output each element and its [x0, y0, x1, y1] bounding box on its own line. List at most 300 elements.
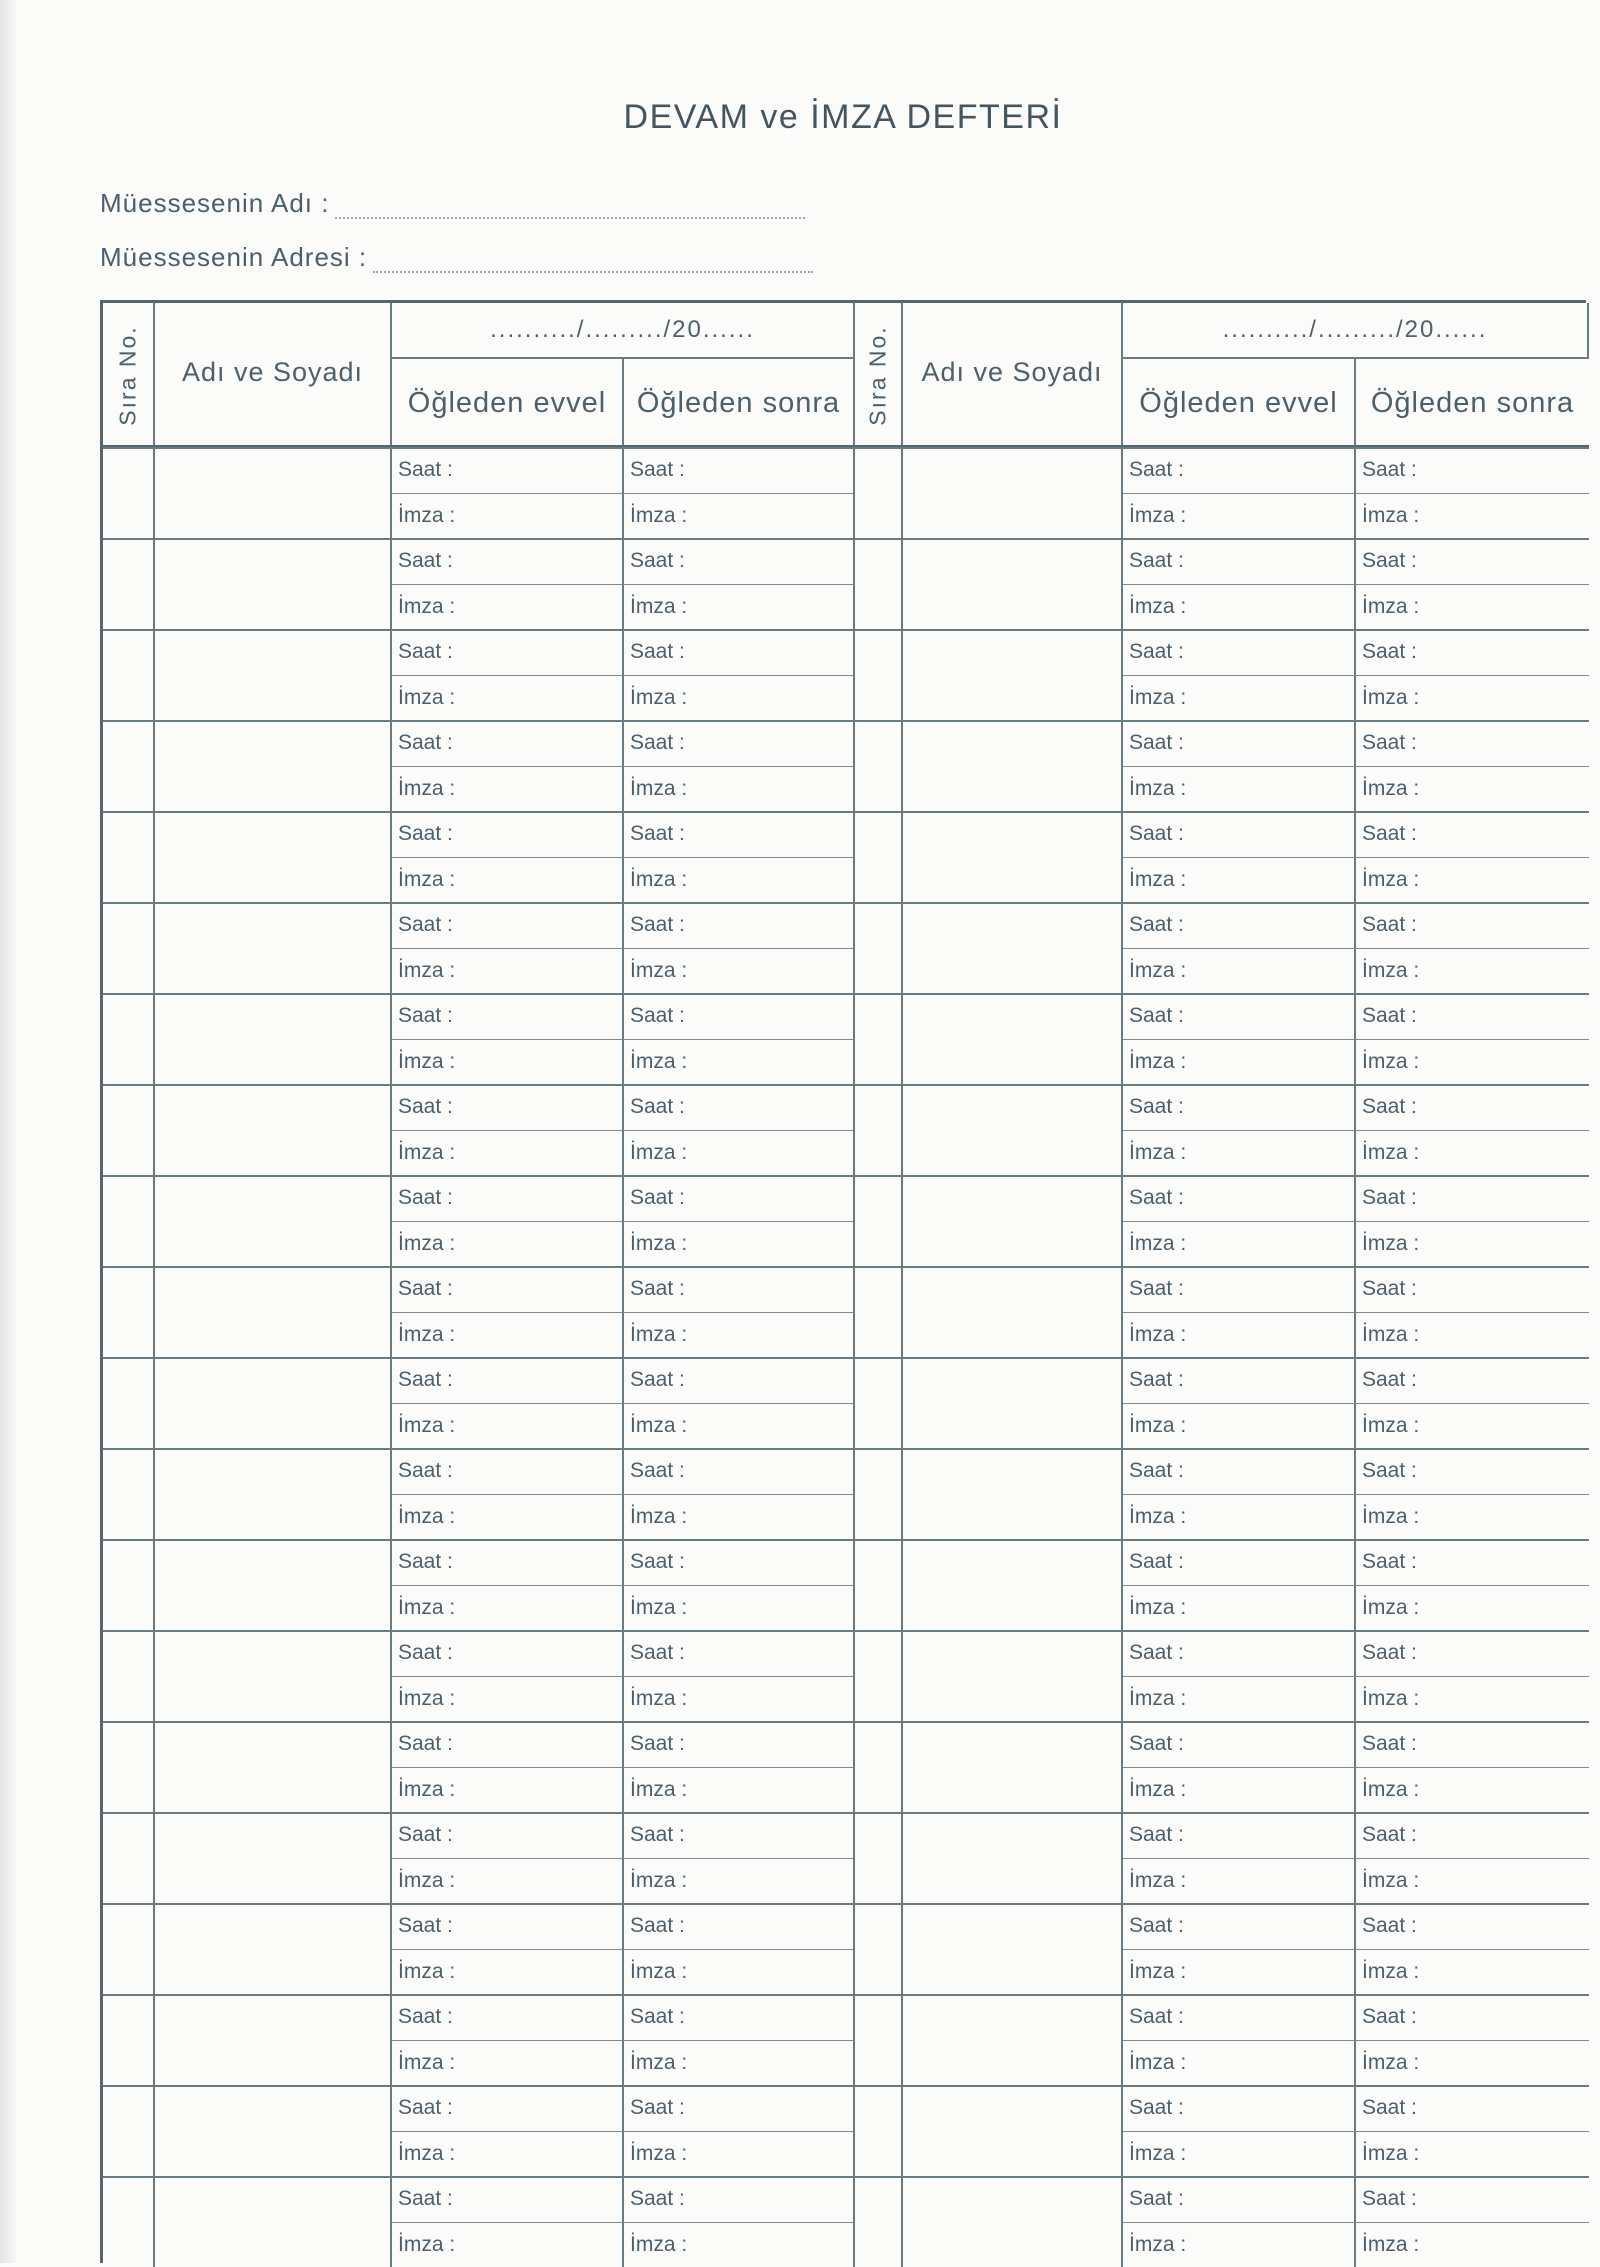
serial-no-cell-right[interactable] [855, 1539, 903, 1630]
signature-cell-morning-right[interactable] [1123, 1130, 1356, 1176]
time-cell-afternoon-right[interactable] [1356, 1357, 1589, 1403]
signature-cell-afternoon-right[interactable] [1356, 1767, 1589, 1813]
signature-cell-afternoon-left[interactable] [624, 1221, 855, 1267]
serial-no-header-right [855, 303, 903, 447]
name-cell-left[interactable] [155, 1721, 392, 1812]
signature-cell-afternoon-left[interactable] [624, 1312, 855, 1358]
time-cell-morning-right[interactable] [1123, 902, 1356, 948]
signature-cell-morning-right[interactable] [1123, 1039, 1356, 1085]
signature-cell-afternoon-right[interactable] [1356, 1039, 1589, 1085]
signature-label: İmza : [630, 959, 687, 983]
time-label: Saat : [1362, 458, 1417, 482]
serial-no-cell-left[interactable] [103, 1266, 155, 1357]
signature-cell-morning-right[interactable] [1123, 1949, 1356, 1995]
time-label: Saat : [630, 1277, 685, 1301]
time-cell-morning-left[interactable] [392, 902, 624, 948]
signature-cell-afternoon-left[interactable] [624, 1403, 855, 1449]
page-title: DEVAM ve İMZA DEFTERİ [0, 98, 1600, 137]
signature-cell-morning-left[interactable] [392, 948, 624, 994]
time-cell-afternoon-left[interactable] [624, 1812, 855, 1858]
time-label: Saat : [1362, 549, 1417, 573]
time-cell-morning-left[interactable] [392, 993, 624, 1039]
time-cell-afternoon-left[interactable] [624, 1266, 855, 1312]
signature-label: İmza : [630, 1596, 687, 1620]
time-label: Saat : [1362, 1732, 1417, 1756]
signature-cell-morning-left[interactable] [392, 857, 624, 903]
time-cell-afternoon-right[interactable] [1356, 902, 1589, 948]
signature-cell-morning-left[interactable] [392, 493, 624, 539]
time-cell-afternoon-right[interactable] [1356, 993, 1589, 1039]
time-cell-morning-left[interactable] [392, 1357, 624, 1403]
signature-cell-afternoon-left[interactable] [624, 2222, 855, 2267]
signature-label: İmza : [398, 1141, 455, 1165]
page-edge [0, 0, 16, 2263]
name-cell-right[interactable] [903, 1994, 1123, 2085]
signature-label: İmza : [398, 2142, 455, 2166]
signature-label: İmza : [1362, 1869, 1419, 1893]
serial-no-cell-right[interactable] [855, 629, 903, 720]
time-cell-afternoon-right[interactable] [1356, 2176, 1589, 2222]
signature-cell-morning-right[interactable] [1123, 1312, 1356, 1358]
time-cell-morning-right[interactable] [1123, 1630, 1356, 1676]
time-cell-morning-left[interactable] [392, 538, 624, 584]
time-cell-afternoon-right[interactable] [1356, 2085, 1589, 2131]
signature-cell-morning-right[interactable] [1123, 2131, 1356, 2177]
time-cell-morning-left[interactable] [392, 1448, 624, 1494]
name-cell-left[interactable] [155, 993, 392, 1084]
time-label: Saat : [1129, 1186, 1184, 1210]
signature-cell-morning-left[interactable] [392, 1949, 624, 1995]
time-cell-afternoon-left[interactable] [624, 1721, 855, 1767]
serial-no-cell-left[interactable] [103, 993, 155, 1084]
serial-no-cell-right[interactable] [855, 902, 903, 993]
time-cell-afternoon-left[interactable] [624, 1903, 855, 1949]
time-cell-morning-left[interactable] [392, 1721, 624, 1767]
serial-no-cell-left[interactable] [103, 538, 155, 629]
signature-cell-morning-left[interactable] [392, 1585, 624, 1631]
time-cell-morning-right[interactable] [1123, 811, 1356, 857]
time-cell-afternoon-left[interactable] [624, 1357, 855, 1403]
time-cell-morning-right[interactable] [1123, 629, 1356, 675]
time-cell-afternoon-left[interactable] [624, 1084, 855, 1130]
time-cell-morning-right[interactable] [1123, 1812, 1356, 1858]
signature-cell-morning-left[interactable] [392, 1403, 624, 1449]
serial-no-cell-right[interactable] [855, 811, 903, 902]
signature-cell-morning-left[interactable] [392, 2222, 624, 2267]
time-cell-afternoon-right[interactable] [1356, 1903, 1589, 1949]
afternoon-label: Öğleden sonra [637, 387, 840, 420]
time-label: Saat : [398, 1914, 453, 1938]
signature-label: İmza : [1129, 868, 1186, 892]
time-cell-morning-right[interactable] [1123, 1994, 1356, 2040]
time-label: Saat : [1362, 1095, 1417, 1119]
time-cell-morning-right[interactable] [1123, 2176, 1356, 2222]
time-label: Saat : [630, 1914, 685, 1938]
signature-label: İmza : [1362, 2051, 1419, 2075]
name-cell-left[interactable] [155, 1448, 392, 1539]
signature-cell-morning-left[interactable] [392, 1039, 624, 1085]
time-cell-afternoon-right[interactable] [1356, 1448, 1589, 1494]
signature-label: İmza : [1362, 1596, 1419, 1620]
time-cell-morning-left[interactable] [392, 1994, 624, 2040]
time-label: Saat : [1362, 1641, 1417, 1665]
time-cell-morning-left[interactable] [392, 1812, 624, 1858]
time-cell-morning-left[interactable] [392, 1084, 624, 1130]
name-header-right [903, 303, 1123, 447]
table-row [103, 1630, 1589, 1721]
time-label: Saat : [630, 2096, 685, 2120]
signature-cell-morning-right[interactable] [1123, 493, 1356, 539]
name-cell-right[interactable] [903, 1448, 1123, 1539]
signature-cell-afternoon-left[interactable] [624, 2131, 855, 2177]
time-cell-morning-left[interactable] [392, 2085, 624, 2131]
time-label: Saat : [398, 1186, 453, 1210]
serial-no-cell-right[interactable] [855, 2176, 903, 2267]
signature-cell-afternoon-right[interactable] [1356, 857, 1589, 903]
name-cell-left[interactable] [155, 629, 392, 720]
signature-cell-afternoon-right[interactable] [1356, 584, 1589, 630]
signature-label: İmza : [1362, 2233, 1419, 2257]
time-label: Saat : [1129, 458, 1184, 482]
name-cell-right[interactable] [903, 538, 1123, 629]
time-cell-afternoon-right[interactable] [1356, 1084, 1589, 1130]
name-cell-right[interactable] [903, 1630, 1123, 1721]
serial-no-cell-right[interactable] [855, 1812, 903, 1903]
serial-no-cell-right[interactable] [855, 1175, 903, 1266]
time-cell-morning-right[interactable] [1123, 2085, 1356, 2131]
signature-cell-afternoon-left[interactable] [624, 1949, 855, 1995]
signature-cell-afternoon-left[interactable] [624, 1130, 855, 1176]
name-cell-right[interactable] [903, 1357, 1123, 1448]
time-cell-morning-right[interactable] [1123, 993, 1356, 1039]
signature-cell-afternoon-left[interactable] [624, 2040, 855, 2086]
signature-cell-afternoon-left[interactable] [624, 1858, 855, 1904]
name-cell-left[interactable] [155, 1994, 392, 2085]
signature-cell-afternoon-left[interactable] [624, 1039, 855, 1085]
time-cell-morning-right[interactable] [1123, 1721, 1356, 1767]
time-cell-morning-right[interactable] [1123, 1448, 1356, 1494]
table-row [103, 1175, 1589, 1266]
signature-label: İmza : [1129, 1687, 1186, 1711]
name-cell-left[interactable] [155, 1903, 392, 1994]
name-cell-right[interactable] [903, 993, 1123, 1084]
name-cell-right[interactable] [903, 1903, 1123, 1994]
name-cell-left[interactable] [155, 538, 392, 629]
time-label: Saat : [1129, 640, 1184, 664]
time-label: Saat : [398, 458, 453, 482]
name-cell-left[interactable] [155, 1812, 392, 1903]
signature-label: İmza : [630, 777, 687, 801]
serial-no-cell-left[interactable] [103, 2176, 155, 2267]
time-label: Saat : [630, 458, 685, 482]
name-cell-left[interactable] [155, 1266, 392, 1357]
time-cell-afternoon-right[interactable] [1356, 1175, 1589, 1221]
name-cell-left[interactable] [155, 1630, 392, 1721]
signature-cell-morning-right[interactable] [1123, 675, 1356, 721]
signature-cell-morning-right[interactable] [1123, 1858, 1356, 1904]
signature-cell-afternoon-right[interactable] [1356, 675, 1589, 721]
signature-cell-afternoon-right[interactable] [1356, 1403, 1589, 1449]
serial-no-cell-left[interactable] [103, 902, 155, 993]
signature-cell-afternoon-right[interactable] [1356, 1858, 1589, 1904]
time-cell-afternoon-left[interactable] [624, 1539, 855, 1585]
time-cell-afternoon-right[interactable] [1356, 1539, 1589, 1585]
time-label: Saat : [398, 1368, 453, 1392]
name-cell-right[interactable] [903, 1266, 1123, 1357]
date-header-right [1123, 303, 1589, 359]
time-cell-morning-left[interactable] [392, 629, 624, 675]
time-label: Saat : [398, 2187, 453, 2211]
name-cell-right[interactable] [903, 1539, 1123, 1630]
serial-no-cell-left[interactable] [103, 1084, 155, 1175]
name-cell-left[interactable] [155, 1084, 392, 1175]
time-cell-afternoon-right[interactable] [1356, 811, 1589, 857]
signature-cell-morning-right[interactable] [1123, 1403, 1356, 1449]
signature-cell-morning-left[interactable] [392, 1130, 624, 1176]
signature-cell-morning-left[interactable] [392, 1312, 624, 1358]
signature-cell-afternoon-left[interactable] [624, 493, 855, 539]
signature-cell-morning-right[interactable] [1123, 766, 1356, 812]
time-cell-afternoon-left[interactable] [624, 2176, 855, 2222]
name-cell-right[interactable] [903, 902, 1123, 993]
serial-no-cell-left[interactable] [103, 1630, 155, 1721]
time-cell-afternoon-left[interactable] [624, 538, 855, 584]
signature-cell-afternoon-right[interactable] [1356, 2222, 1589, 2267]
signature-cell-afternoon-right[interactable] [1356, 1130, 1589, 1176]
time-label: Saat : [630, 731, 685, 755]
signature-cell-morning-right[interactable] [1123, 2222, 1356, 2267]
signature-cell-afternoon-left[interactable] [624, 675, 855, 721]
name-cell-left[interactable] [155, 1539, 392, 1630]
signature-cell-afternoon-left[interactable] [624, 584, 855, 630]
serial-no-cell-right[interactable] [855, 993, 903, 1084]
signature-cell-morning-right[interactable] [1123, 1767, 1356, 1813]
signature-label: İmza : [1129, 1505, 1186, 1529]
time-cell-afternoon-right[interactable] [1356, 720, 1589, 766]
time-cell-afternoon-left[interactable] [624, 629, 855, 675]
signature-cell-afternoon-right[interactable] [1356, 1494, 1589, 1540]
serial-no-cell-right[interactable] [855, 1994, 903, 2085]
name-cell-left[interactable] [155, 1357, 392, 1448]
signature-cell-morning-left[interactable] [392, 584, 624, 630]
signature-cell-morning-left[interactable] [392, 675, 624, 721]
time-label: Saat : [1129, 549, 1184, 573]
afternoon-label: Öğleden sonra [1371, 387, 1574, 420]
serial-no-cell-left[interactable] [103, 1448, 155, 1539]
signature-cell-afternoon-left[interactable] [624, 1494, 855, 1540]
signature-cell-afternoon-right[interactable] [1356, 1585, 1589, 1631]
serial-no-cell-left[interactable] [103, 2085, 155, 2176]
time-cell-afternoon-right[interactable] [1356, 629, 1589, 675]
time-cell-afternoon-left[interactable] [624, 1630, 855, 1676]
serial-no-cell-right[interactable] [855, 1448, 903, 1539]
serial-no-cell-right[interactable] [855, 447, 903, 538]
time-cell-morning-right[interactable] [1123, 720, 1356, 766]
time-label: Saat : [1362, 1186, 1417, 1210]
name-cell-left[interactable] [155, 720, 392, 811]
name-cell-left[interactable] [155, 2085, 392, 2176]
time-cell-afternoon-right[interactable] [1356, 1266, 1589, 1312]
signature-cell-afternoon-right[interactable] [1356, 766, 1589, 812]
serial-no-label: Sıra No. [115, 325, 142, 425]
signature-cell-morning-right[interactable] [1123, 1585, 1356, 1631]
serial-no-cell-left[interactable] [103, 629, 155, 720]
serial-no-cell-left[interactable] [103, 447, 155, 538]
serial-no-cell-left[interactable] [103, 1903, 155, 1994]
time-cell-afternoon-left[interactable] [624, 447, 855, 493]
institution-name-field[interactable] [335, 203, 805, 219]
serial-no-cell-left[interactable] [103, 811, 155, 902]
serial-no-cell-right[interactable] [855, 1903, 903, 1994]
time-cell-morning-right[interactable] [1123, 1539, 1356, 1585]
serial-no-cell-left[interactable] [103, 1812, 155, 1903]
time-cell-morning-left[interactable] [392, 1630, 624, 1676]
time-cell-morning-left[interactable] [392, 1266, 624, 1312]
signature-cell-afternoon-right[interactable] [1356, 493, 1589, 539]
time-cell-morning-right[interactable] [1123, 447, 1356, 493]
serial-no-cell-left[interactable] [103, 1357, 155, 1448]
time-cell-afternoon-left[interactable] [624, 2085, 855, 2131]
name-cell-right[interactable] [903, 1084, 1123, 1175]
signature-cell-afternoon-right[interactable] [1356, 1312, 1589, 1358]
time-cell-morning-right[interactable] [1123, 1357, 1356, 1403]
signature-cell-afternoon-right[interactable] [1356, 1221, 1589, 1267]
signature-label: İmza : [1129, 504, 1186, 528]
signature-label: İmza : [1129, 959, 1186, 983]
institution-address-field[interactable] [373, 257, 813, 273]
time-cell-morning-right[interactable] [1123, 1903, 1356, 1949]
serial-no-cell-right[interactable] [855, 720, 903, 811]
signature-cell-morning-left[interactable] [392, 2040, 624, 2086]
name-cell-right[interactable] [903, 1175, 1123, 1266]
serial-no-header-left [103, 303, 155, 447]
name-cell-right[interactable] [903, 2176, 1123, 2267]
signature-cell-morning-right[interactable] [1123, 1221, 1356, 1267]
serial-no-cell-left[interactable] [103, 720, 155, 811]
signature-cell-morning-right[interactable] [1123, 948, 1356, 994]
time-label: Saat : [1129, 2096, 1184, 2120]
time-label: Saat : [398, 1823, 453, 1847]
signature-label: İmza : [398, 1869, 455, 1893]
time-cell-morning-right[interactable] [1123, 538, 1356, 584]
time-label: Saat : [1129, 913, 1184, 937]
signature-cell-afternoon-left[interactable] [624, 766, 855, 812]
signature-cell-morning-left[interactable] [392, 1858, 624, 1904]
time-cell-morning-left[interactable] [392, 1175, 624, 1221]
serial-no-cell-right[interactable] [855, 1084, 903, 1175]
time-label: Saat : [1362, 731, 1417, 755]
name-cell-right[interactable] [903, 2085, 1123, 2176]
name-cell-left[interactable] [155, 902, 392, 993]
time-label: Saat : [1129, 1550, 1184, 1574]
serial-no-cell-right[interactable] [855, 1630, 903, 1721]
time-cell-afternoon-right[interactable] [1356, 1630, 1589, 1676]
name-cell-right[interactable] [903, 811, 1123, 902]
time-cell-afternoon-left[interactable] [624, 720, 855, 766]
serial-no-cell-right[interactable] [855, 1721, 903, 1812]
institution-address-label: Müessesenin Adresi : [100, 242, 367, 273]
time-cell-afternoon-right[interactable] [1356, 1721, 1589, 1767]
signature-cell-afternoon-left[interactable] [624, 857, 855, 903]
time-cell-morning-left[interactable] [392, 447, 624, 493]
serial-no-cell-left[interactable] [103, 1539, 155, 1630]
serial-no-cell-left[interactable] [103, 1175, 155, 1266]
signature-label: İmza : [1129, 1232, 1186, 1256]
time-cell-afternoon-left[interactable] [624, 1994, 855, 2040]
signature-cell-morning-left[interactable] [392, 1676, 624, 1722]
name-cell-left[interactable] [155, 2176, 392, 2267]
signature-cell-morning-right[interactable] [1123, 584, 1356, 630]
signature-cell-afternoon-right[interactable] [1356, 948, 1589, 994]
time-cell-afternoon-left[interactable] [624, 1448, 855, 1494]
signature-cell-morning-left[interactable] [392, 1494, 624, 1540]
serial-no-cell-left[interactable] [103, 1721, 155, 1812]
name-cell-right[interactable] [903, 447, 1123, 538]
signature-label: İmza : [1129, 686, 1186, 710]
time-cell-afternoon-left[interactable] [624, 993, 855, 1039]
name-cell-left[interactable] [155, 811, 392, 902]
time-cell-morning-left[interactable] [392, 2176, 624, 2222]
signature-cell-morning-left[interactable] [392, 1767, 624, 1813]
time-cell-afternoon-right[interactable] [1356, 538, 1589, 584]
time-cell-morning-left[interactable] [392, 811, 624, 857]
signature-cell-morning-right[interactable] [1123, 1494, 1356, 1540]
signature-cell-afternoon-left[interactable] [624, 1585, 855, 1631]
signature-cell-afternoon-left[interactable] [624, 1676, 855, 1722]
signature-cell-afternoon-right[interactable] [1356, 1676, 1589, 1722]
time-cell-afternoon-right[interactable] [1356, 1812, 1589, 1858]
signature-cell-afternoon-left[interactable] [624, 1767, 855, 1813]
serial-no-cell-right[interactable] [855, 538, 903, 629]
time-cell-morning-left[interactable] [392, 1539, 624, 1585]
serial-no-cell-right[interactable] [855, 2085, 903, 2176]
time-cell-afternoon-left[interactable] [624, 1175, 855, 1221]
signature-cell-morning-right[interactable] [1123, 1676, 1356, 1722]
signature-label: İmza : [398, 2233, 455, 2257]
name-cell-right[interactable] [903, 720, 1123, 811]
signature-label: İmza : [630, 2142, 687, 2166]
time-cell-afternoon-left[interactable] [624, 811, 855, 857]
serial-no-cell-right[interactable] [855, 1357, 903, 1448]
signature-cell-afternoon-right[interactable] [1356, 1949, 1589, 1995]
morning-header-right [1123, 359, 1356, 447]
signature-cell-morning-right[interactable] [1123, 857, 1356, 903]
signature-cell-afternoon-right[interactable] [1356, 2131, 1589, 2177]
name-cell-right[interactable] [903, 1721, 1123, 1812]
signature-cell-afternoon-left[interactable] [624, 948, 855, 994]
time-cell-morning-right[interactable] [1123, 1175, 1356, 1221]
signature-cell-morning-left[interactable] [392, 2131, 624, 2177]
signature-cell-afternoon-right[interactable] [1356, 2040, 1589, 2086]
name-cell-left[interactable] [155, 447, 392, 538]
time-label: Saat : [1362, 1823, 1417, 1847]
time-cell-morning-right[interactable] [1123, 1266, 1356, 1312]
time-cell-afternoon-right[interactable] [1356, 1994, 1589, 2040]
signature-cell-morning-left[interactable] [392, 1221, 624, 1267]
time-cell-afternoon-left[interactable] [624, 902, 855, 948]
name-cell-right[interactable] [903, 629, 1123, 720]
serial-no-cell-left[interactable] [103, 1994, 155, 2085]
time-cell-morning-right[interactable] [1123, 1084, 1356, 1130]
time-cell-morning-left[interactable] [392, 1903, 624, 1949]
name-cell-left[interactable] [155, 1175, 392, 1266]
signature-cell-morning-right[interactable] [1123, 2040, 1356, 2086]
signature-cell-morning-left[interactable] [392, 766, 624, 812]
time-cell-afternoon-right[interactable] [1356, 447, 1589, 493]
serial-no-cell-right[interactable] [855, 1266, 903, 1357]
time-cell-morning-left[interactable] [392, 720, 624, 766]
name-cell-right[interactable] [903, 1812, 1123, 1903]
